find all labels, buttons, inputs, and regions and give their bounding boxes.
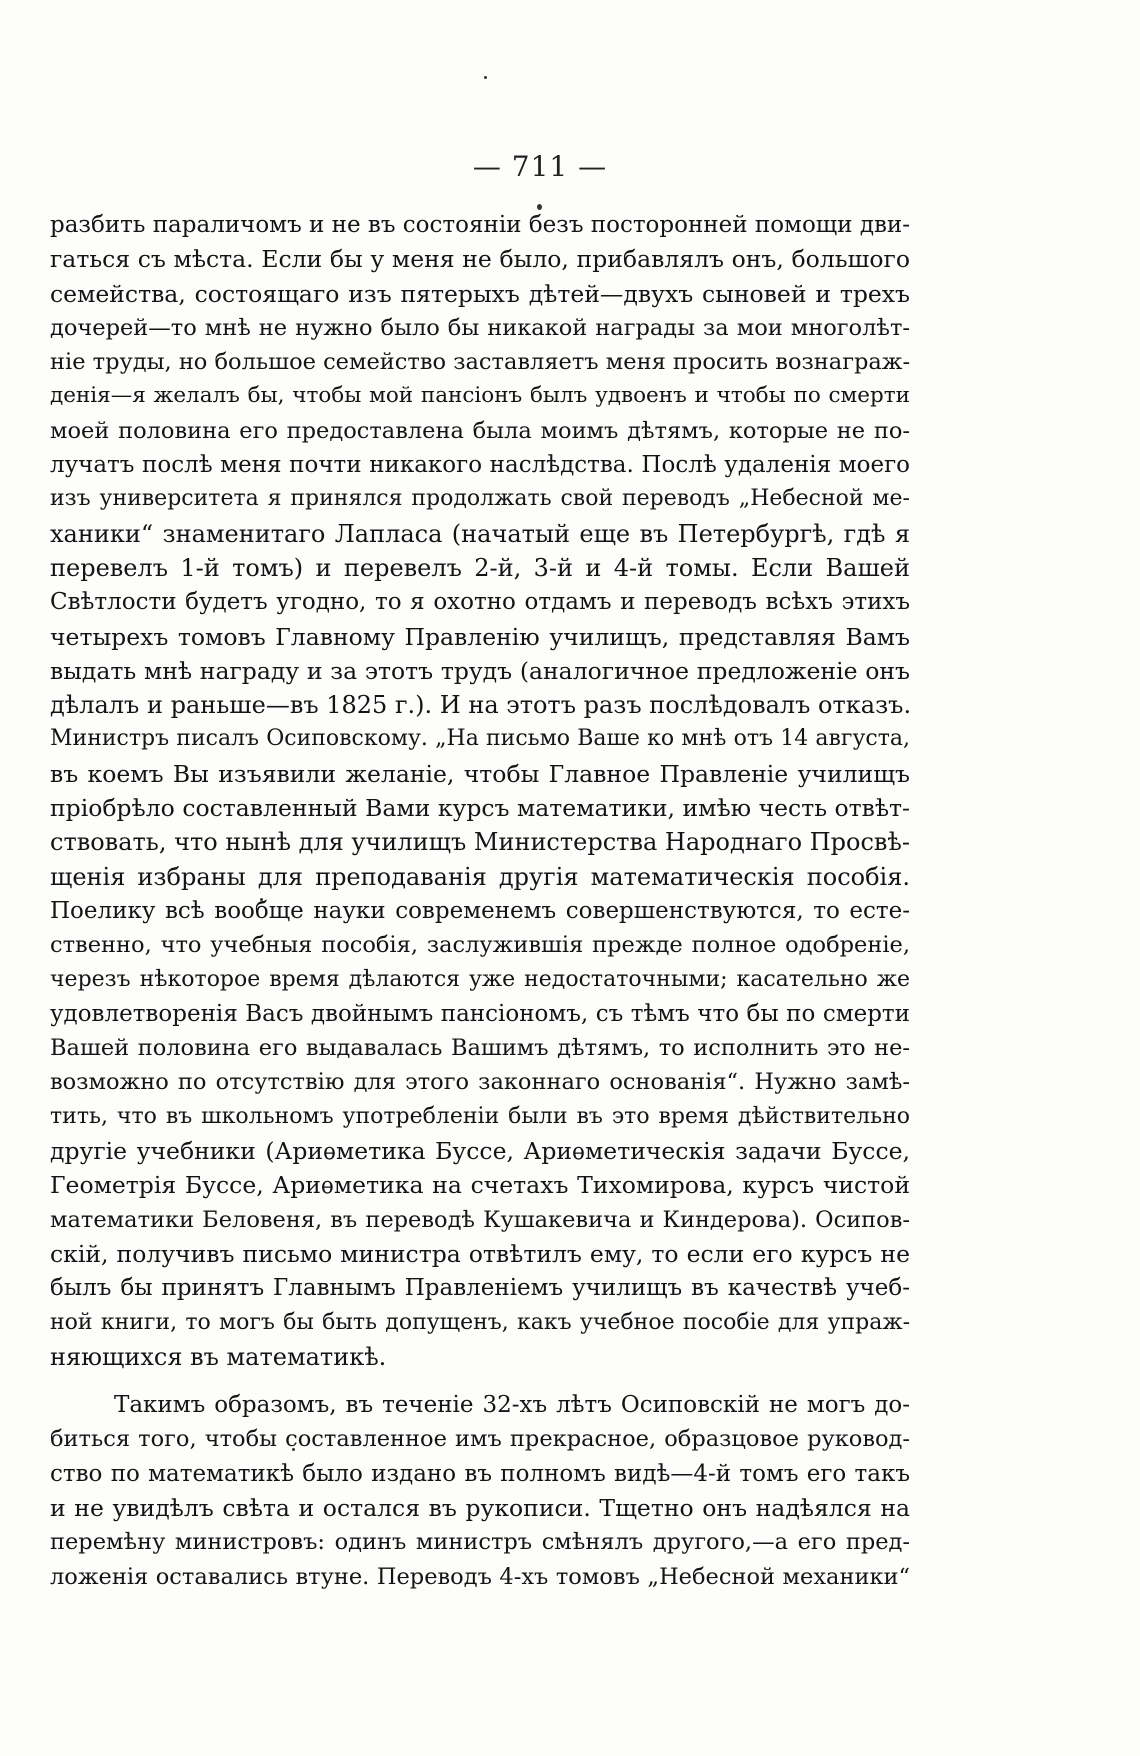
text-line: перевелъ 1-й томъ) и перевелъ 2-й, 3-й и 4-й томы. Если Вашей (50, 553, 910, 582)
text-line: ной книги, то могъ бы быть допущенъ, какъ учебное пособiе для упраж- (50, 1309, 910, 1335)
text-line: дочерей—то мнѣ не нужно было бы никакой награды за мои многолѣт- (50, 314, 910, 341)
text-line: ствовать, что нынѣ для училищъ Министерства Народнаго Просвѣ- (50, 828, 910, 857)
text-line: Свѣтлости будетъ угодно, то я охотно отдамъ и переводъ всѣхъ этихъ (50, 589, 910, 616)
text-line: семейства, состоящаго изъ пятерыхъ дѣтей—двухъ сыновей и трехъ (50, 279, 910, 308)
text-line: биться того, чтобы составленное имъ прекрасное, образцовое руковод- (50, 1426, 910, 1453)
paragraph-gap (50, 1374, 910, 1388)
text-line: другiе учебники (Ариѳметика Буссе, Ариѳметическiя задачи Буссе, (50, 1137, 910, 1166)
scan-speck (484, 76, 487, 79)
text-line: изъ университета я принялся продолжать свой переводъ „Небесной ме- (50, 486, 910, 512)
body-text (50, 208, 910, 1594)
page-number: — 711 — (472, 150, 608, 183)
text-line: лучатъ послѣ меня почти никакого наслѣдства. Послѣ удаленiя моего (50, 452, 910, 479)
text-line: возможно по отсутствiю для этого законнаго основанiя“. Нужно замѣ- (50, 1069, 910, 1096)
text-line: моей половина его предоставлена была моимъ дѣтямъ, которые не по- (50, 417, 910, 444)
text-line: скiй, получивъ письмо министра отвѣтилъ ему, то если его курсъ не (50, 1239, 910, 1268)
text-line: няющихся въ математикѣ. (50, 1342, 387, 1371)
text-line: Вашей половина его выдавалась Вашимъ дѣтямъ, то исполнить это не- (50, 1035, 910, 1062)
text-line: четырехъ томовъ Главному Правленiю училищъ, представляя Вамъ (50, 622, 910, 651)
text-line: черезъ нѣкоторое время дѣлаются уже недостаточными; касательно же (50, 966, 910, 992)
text-line: удовлетворенiя Васъ двойнымъ пансiономъ, съ тѣмъ что бы по смерти (50, 1000, 910, 1027)
text-line: Министръ писалъ Осиповскому. „На письмо Ваше ко мнѣ отъ 14 августа, (50, 726, 910, 752)
text-line: ложенiя оставались втуне. Переводъ 4-хъ томовъ „Небесной механики“ (50, 1563, 910, 1590)
text-line: разбить параличомъ и не въ состоянiи безъ посторонней помощи дви- (50, 212, 911, 238)
text-line: прiобрѣло составленный Вами курсъ математики, имѣю честь отвѣт- (50, 794, 910, 823)
text-line: Поелику всѣ вообще науки современемъ совершенствуются, то есте- (50, 897, 910, 924)
text-line: математики Беловеня, въ переводѣ Кушакевича и Киндерова). Осипов- (50, 1206, 910, 1233)
paragraph (50, 1388, 910, 1594)
text-line: Такимъ образомъ, въ теченiе 32-хъ лѣтъ Осиповскiй не могъ до- (114, 1392, 910, 1419)
text-line: дѣлалъ и раньше—въ 1825 г.). И на этотъ разъ послѣдовалъ отказъ. (50, 691, 912, 720)
text-line: ство по математикѣ было издано въ полномъ видѣ—4-й томъ его такъ (50, 1460, 910, 1487)
text-line: денiя—я желалъ бы, чтобы мой пансiонъ былъ удвоенъ и чтобы по смерти (50, 383, 910, 409)
text-line: нiе труды, но большое семейство заставляетъ меня просить вознаграж- (50, 349, 911, 376)
text-line: и не увидѣлъ свѣта и остался въ рукописи. Тщетно онъ надѣялся на (50, 1493, 910, 1522)
text-line: перемѣну министровъ: одинъ министръ смѣнялъ другого,—а его пред- (50, 1529, 910, 1556)
text-line: щенiя избраны для преподаванiя другiя математическiя пособiя. (50, 862, 910, 891)
text-line: ственно, что учебныя пособiя, заслужившiя прежде полное одобренiе, (50, 932, 910, 959)
text-line: въ коемъ Вы изъявили желанiе, чтобы Главное Правленiе училищъ (50, 759, 910, 788)
paragraph (50, 208, 910, 1374)
text-line: гаться съ мѣста. Если бы у меня не было, прибавлялъ онъ, большого (50, 245, 910, 274)
text-line: тить, что въ школьномъ употребленiи были въ это время дѣйствительно (50, 1103, 910, 1129)
text-line: ханики“ знаменитаго Лапласа (начатый еще въ Петербургѣ, гдѣ я (50, 519, 910, 548)
text-line: выдать мнѣ награду и за этотъ трудъ (аналогичное предложенiе онъ (50, 656, 910, 685)
text-line: Геометрiя Буссе, Ариѳметика на счетахъ Тихомирова, курсъ чистой (50, 1171, 910, 1200)
text-line: былъ бы принятъ Главнымъ Правленiемъ училищъ въ качествѣ учеб- (50, 1275, 910, 1302)
